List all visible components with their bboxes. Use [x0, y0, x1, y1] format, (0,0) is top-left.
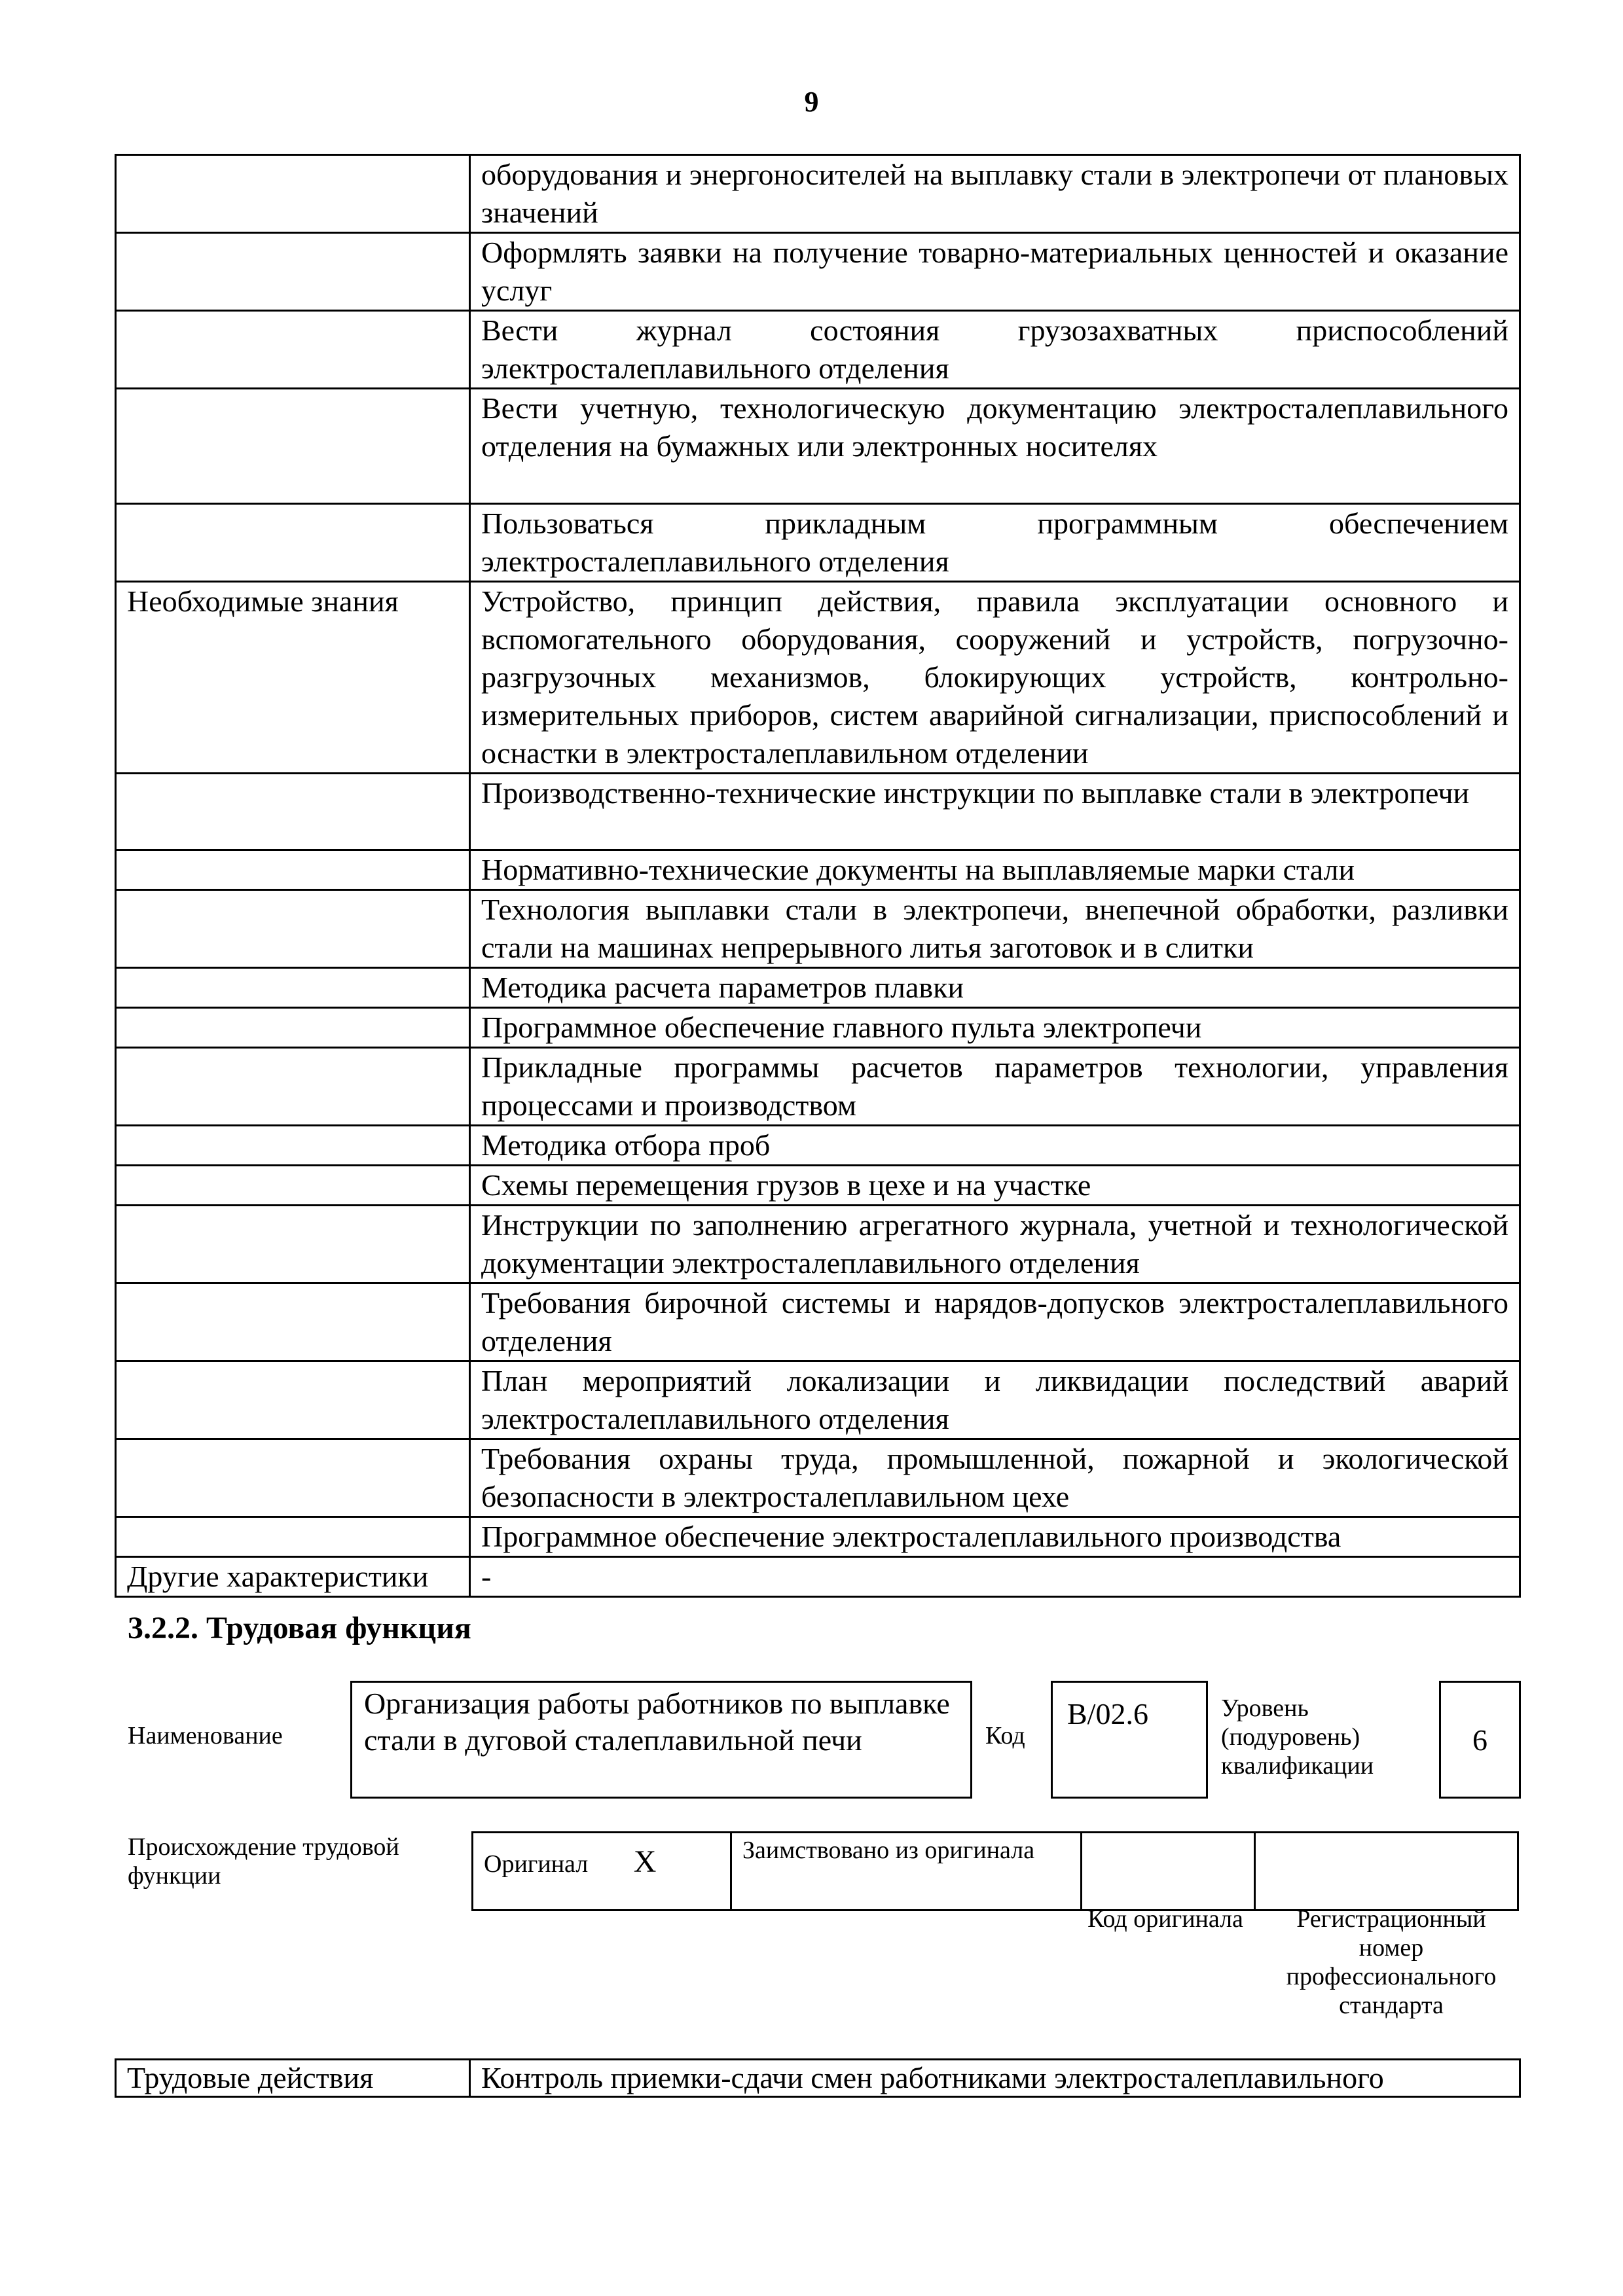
row-label [116, 155, 470, 233]
row-label [116, 774, 470, 850]
row-label [116, 850, 470, 890]
row-value: Инструкции по заполнению агрегатного журнала, учетной и технологической документации электросталеплавильного отделения [470, 1206, 1520, 1283]
row-value: Вести журнал состояния грузозахватных приспособлений электросталеплавильного отделения [470, 311, 1520, 389]
row-value: - [470, 1557, 1520, 1597]
function-name-value: Организация работы работников по выплавке стали в дуговой сталеплавильной печи [364, 1687, 950, 1757]
origin-label: Происхождение трудовой функции [128, 1833, 399, 1890]
row-value: Методика отбора проб [470, 1126, 1520, 1166]
table-row [116, 389, 1520, 504]
row-label: Необходимые знания [116, 582, 470, 774]
row-label [116, 968, 470, 1008]
table-row [116, 155, 1520, 233]
table-row [116, 1048, 1520, 1126]
table-row [116, 890, 1520, 968]
level-label: Уровень (подуровень) квалификации [1221, 1695, 1374, 1780]
borrowed-cell [731, 1833, 1082, 1910]
row-value: Требования охраны труда, промышленной, пожарной и экологической безопасности в электросталеплавильном цехе [470, 1439, 1520, 1517]
reg-number-caption: Регистрационный номер профессионального стандарта [1286, 1905, 1497, 2019]
row-value: Методика расчета параметров плавки [470, 968, 1520, 1008]
table-row [116, 582, 1520, 774]
table-row [116, 1008, 1520, 1048]
origin-table [471, 1831, 1519, 1911]
row-label [116, 311, 470, 389]
table-row [116, 968, 1520, 1008]
row-label [116, 233, 470, 311]
row-value: Устройство, принцип действия, правила эксплуатации основного и вспомогательного оборудования, сооружений и устройств, погрузочно-разгрузочных механизмов, блокирующих устройств, контрольно-измерительных приборов, систем аварийной сигнализации, приспособлений и оснастки в электросталеплавильном отделении [470, 582, 1520, 774]
row-label: Другие характеристики [116, 1557, 470, 1597]
row-label [116, 389, 470, 504]
row-value: Производственно-технические инструкции по выплавке стали в электропечи [470, 774, 1520, 850]
table-row [116, 774, 1520, 850]
table-row [116, 233, 1520, 311]
row-value: Схемы перемещения грузов в цехе и на участке [470, 1166, 1520, 1206]
code-original-caption: Код оригинала [1087, 1905, 1243, 1933]
reg-number-cell [1255, 1833, 1518, 1910]
section-title: 3.2.2. Трудовая функция [128, 1611, 471, 1645]
level-value: 6 [1472, 1723, 1487, 1757]
row-value: Пользоваться прикладным программным обеспечением электросталеплавильного отделения [470, 504, 1520, 582]
table-row [473, 1833, 1518, 1910]
row-label [116, 1048, 470, 1126]
actions-label: Трудовые действия [116, 2060, 470, 2097]
function-name-box [350, 1681, 972, 1799]
name-label: Наименование [128, 1722, 283, 1749]
row-label [116, 1008, 470, 1048]
row-value: Вести учетную, технологическую документацию электросталеплавильного отделения на бумажных или электронных носителях [470, 389, 1520, 504]
table-row [116, 504, 1520, 582]
borrowed-label: Заимствовано из оригинала [742, 1837, 1035, 1864]
code-label: Код [985, 1722, 1025, 1749]
original-cell [473, 1833, 731, 1910]
table-row [116, 1126, 1520, 1166]
row-label [116, 504, 470, 582]
row-label [116, 1283, 470, 1361]
row-label [116, 1166, 470, 1206]
row-value: Нормативно-технические документы на выплавляемые марки стали [470, 850, 1520, 890]
row-value: Оформлять заявки на получение товарно-материальных ценностей и оказание услуг [470, 233, 1520, 311]
row-value: Требования бирочной системы и нарядов-допусков электросталеплавильного отделения [470, 1283, 1520, 1361]
original-label: Оригинал [484, 1850, 589, 1878]
row-label [116, 1206, 470, 1283]
original-mark: X [633, 1844, 657, 1879]
table-row [116, 311, 1520, 389]
knowledge-table [115, 154, 1521, 1598]
table-row [116, 850, 1520, 890]
table-row [116, 1166, 1520, 1206]
actions-table [115, 2058, 1521, 2098]
table-row [116, 1283, 1520, 1361]
table-row [116, 1206, 1520, 1283]
code-box [1051, 1681, 1208, 1799]
row-value: оборудования и энергоносителей на выплавку стали в электропечи от плановых значений [470, 155, 1520, 233]
row-label [116, 1439, 470, 1517]
level-box [1439, 1681, 1521, 1799]
row-label [116, 1517, 470, 1557]
code-original-cell [1082, 1833, 1255, 1910]
table-row [116, 1557, 1520, 1597]
row-value: План мероприятий локализации и ликвидации последствий аварий электросталеплавильного отделения [470, 1361, 1520, 1439]
table-row [116, 2060, 1520, 2097]
table-row [116, 1517, 1520, 1557]
table-row [116, 1439, 1520, 1517]
row-label [116, 1361, 470, 1439]
code-value: B/02.6 [1067, 1697, 1148, 1731]
row-label [116, 890, 470, 968]
row-value: Прикладные программы расчетов параметров технологии, управления процессами и производством [470, 1048, 1520, 1126]
actions-value: Контроль приемки-сдачи смен работниками электросталеплавильного [470, 2060, 1520, 2097]
table-row [116, 1361, 1520, 1439]
row-value: Программное обеспечение главного пульта электропечи [470, 1008, 1520, 1048]
row-value: Технология выплавки стали в электропечи, внепечной обработки, разливки стали на машинах непрерывного литья заготовок и в слитки [470, 890, 1520, 968]
page-number: 9 [804, 86, 819, 118]
row-label [116, 1126, 470, 1166]
row-value: Программное обеспечение электросталеплавильного производства [470, 1517, 1520, 1557]
